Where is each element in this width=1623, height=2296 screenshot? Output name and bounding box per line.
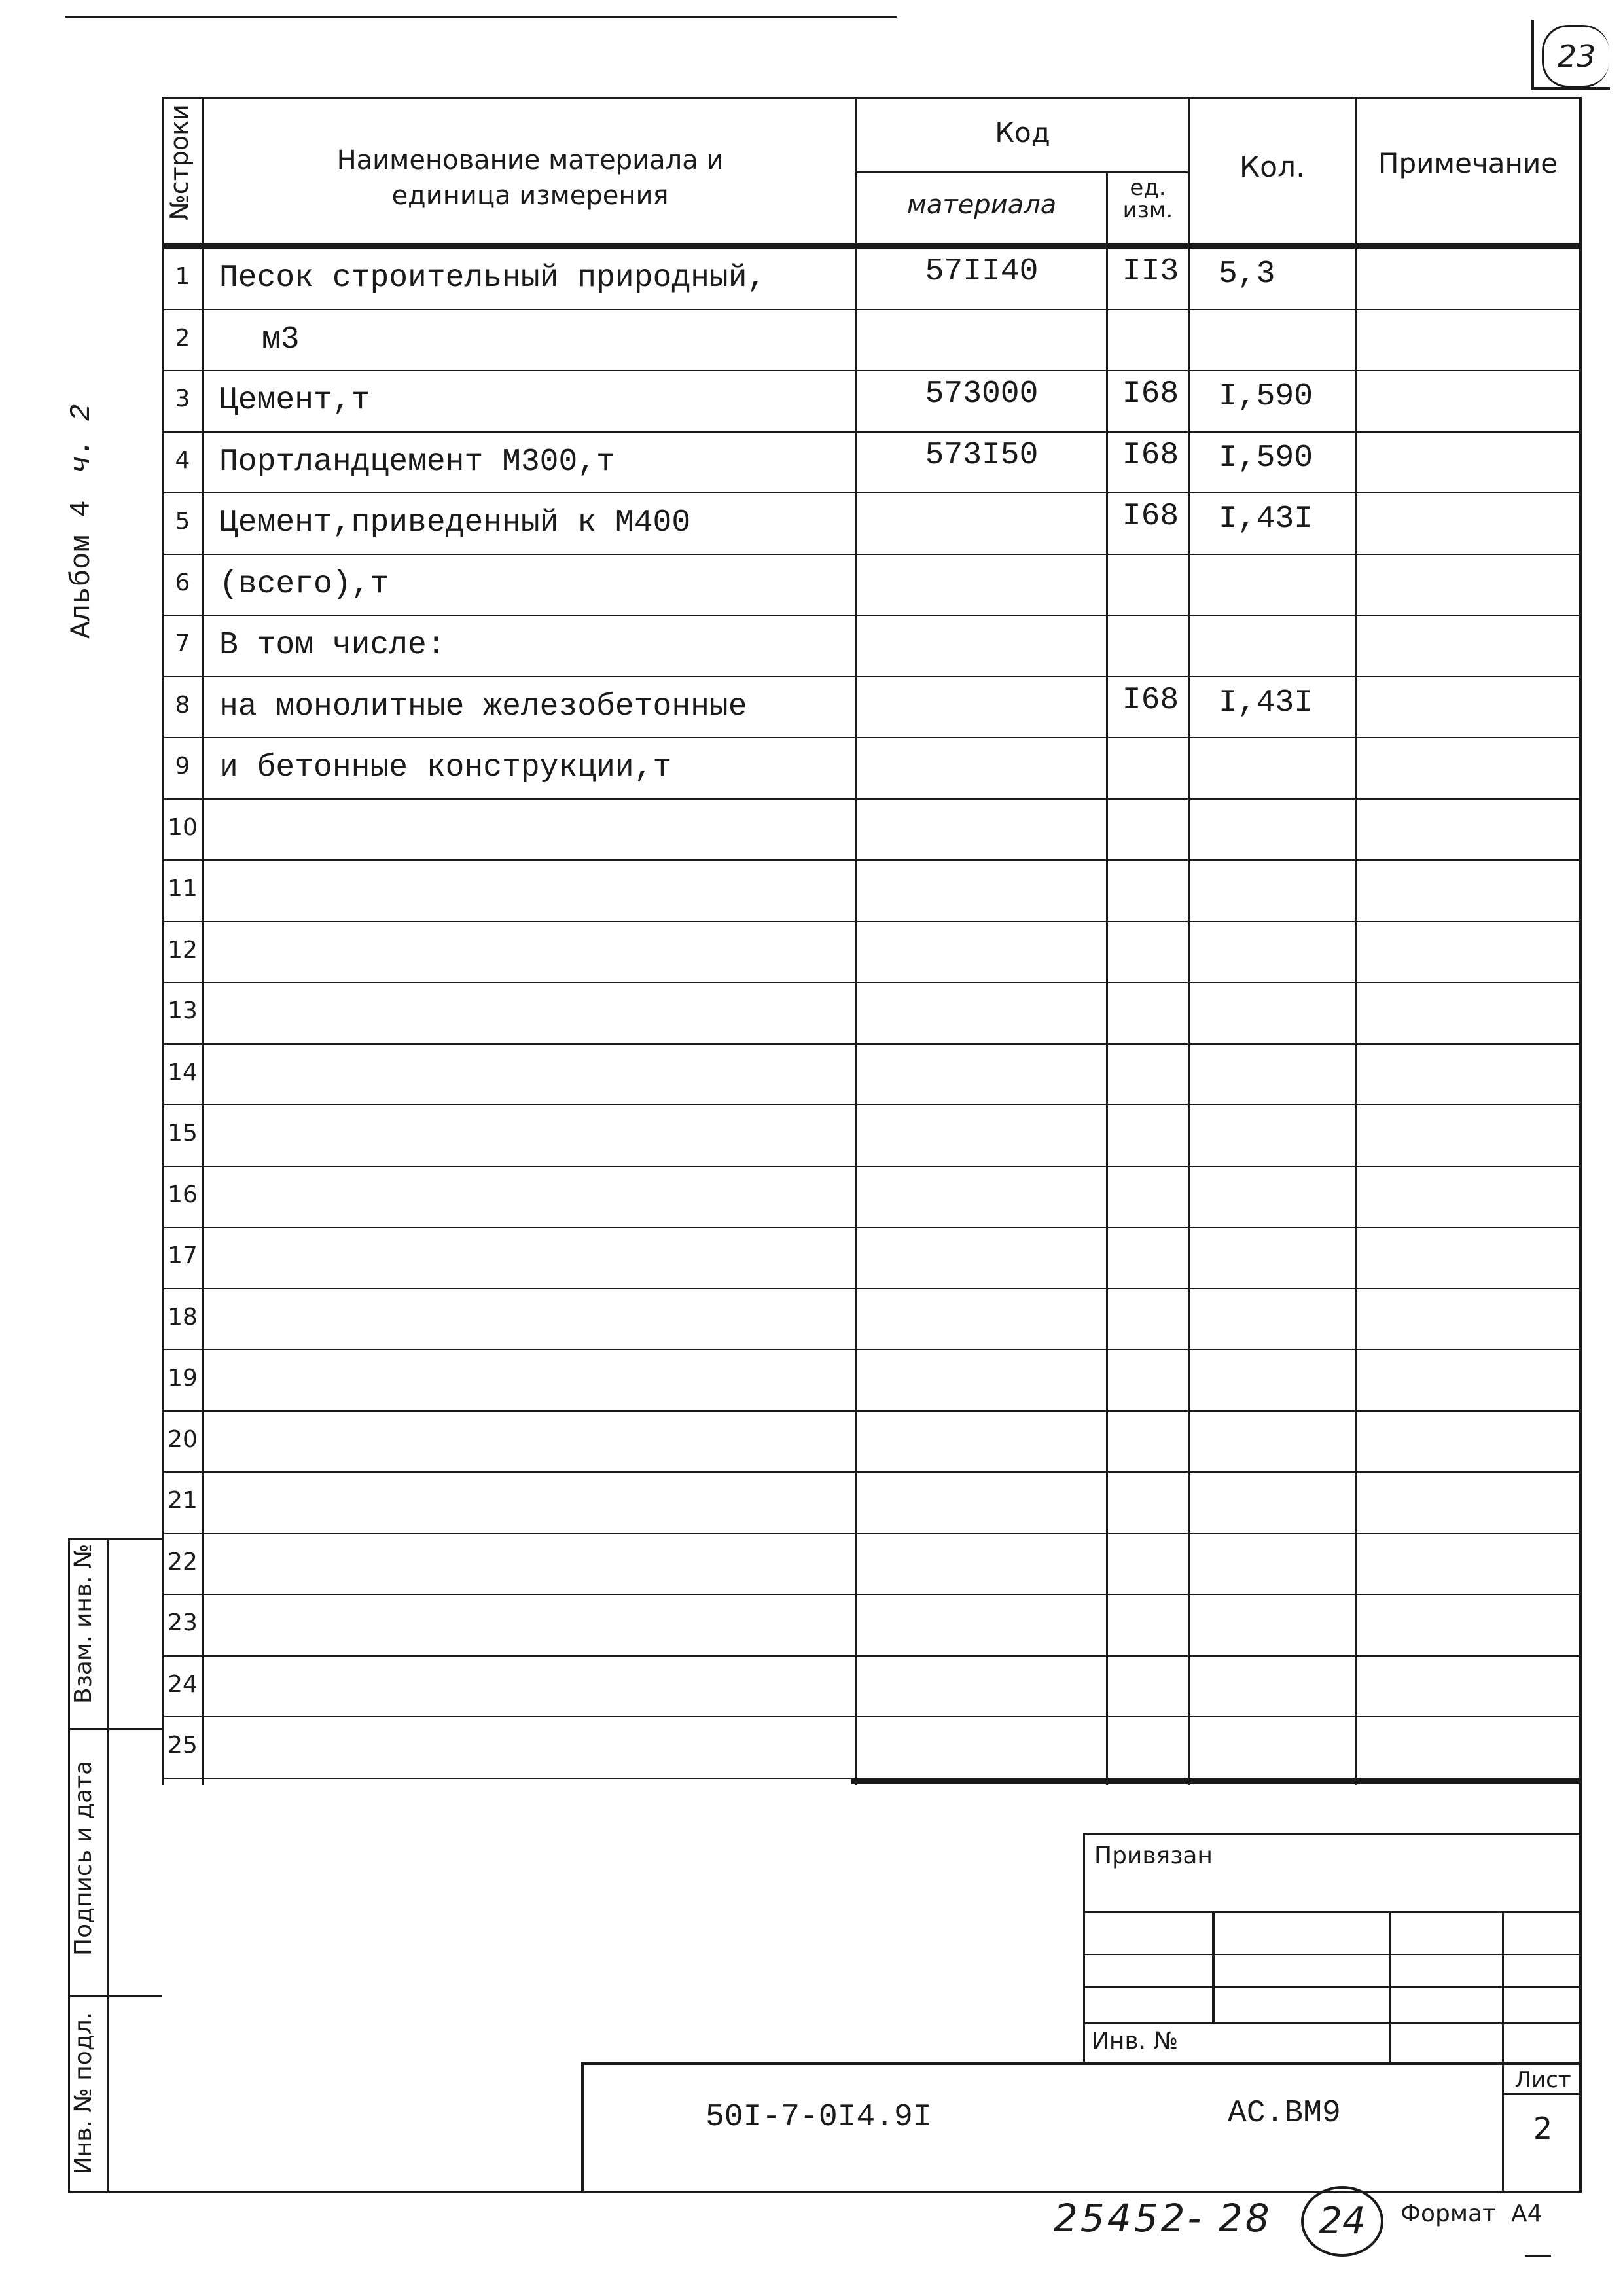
circled-number: 24 <box>1301 2186 1383 2257</box>
row-number: 24 <box>168 1670 198 1698</box>
row-number: 5 <box>175 508 190 535</box>
row-number: 22 <box>168 1548 198 1575</box>
header-name: Наименование материала и единица измерения <box>336 145 724 211</box>
material-code: 57II40 <box>925 254 1039 289</box>
quantity: I,43I <box>1219 501 1313 537</box>
quantity: I,590 <box>1219 440 1313 476</box>
row-number: 13 <box>168 997 198 1024</box>
sheet-mark: 23 <box>1542 25 1609 88</box>
row-number: 15 <box>168 1120 198 1147</box>
material-name: Песок строительный природный, <box>219 260 766 296</box>
doc-code: 50I-7-0I4.9I <box>705 2100 932 2135</box>
material-name: Цемент,т <box>219 383 370 418</box>
header-note: Примечание <box>1378 147 1558 179</box>
row-number: 2 <box>175 324 190 351</box>
part-label: ч. 2 <box>65 404 98 473</box>
format-label: Формат А4 <box>1400 2200 1543 2227</box>
stamp-podpis: Подпись и дата <box>70 1760 97 1956</box>
row-number: 9 <box>175 753 190 780</box>
quantity: 5,3 <box>1219 257 1275 292</box>
unit-code: I68 <box>1122 437 1179 473</box>
row-number: 18 <box>168 1303 198 1331</box>
row-number: 14 <box>168 1058 198 1086</box>
row-number: 17 <box>168 1242 198 1269</box>
row-number: 20 <box>168 1426 198 1453</box>
material-name: на монолитные железобетонные <box>219 689 747 725</box>
unit-code: I68 <box>1122 682 1179 718</box>
material-name: В том числе: <box>219 628 446 663</box>
header-code-unit: ед. изм. <box>1122 175 1173 223</box>
doc-mark: АС.ВМ9 <box>1228 2096 1341 2131</box>
material-code: 573I50 <box>925 437 1039 473</box>
quantity: I,43I <box>1219 685 1313 721</box>
header-code: Код <box>995 117 1050 149</box>
header-row-no: №строки <box>165 104 194 221</box>
material-code: 573000 <box>925 376 1039 412</box>
stamp-inv-podl: Инв. № подл. <box>70 2011 97 2175</box>
row-number: 19 <box>168 1365 198 1391</box>
row-number: 23 <box>168 1609 198 1636</box>
material-name: и бетонные конструкции,т <box>219 750 672 785</box>
privyazan-label: Привязан <box>1094 1842 1213 1869</box>
stamp-vzam: Взам. инв. № <box>70 1543 97 1704</box>
unit-code: I68 <box>1122 499 1179 534</box>
header-code-material: материала <box>906 190 1057 220</box>
inv-no-label: Инв. № <box>1092 2028 1179 2054</box>
header-qty: Кол. <box>1239 151 1306 184</box>
row-number: 10 <box>168 814 198 841</box>
row-number: 3 <box>175 386 190 412</box>
material-name: Портландцемент М300,т <box>219 444 615 480</box>
row-number: 1 <box>175 263 190 290</box>
row-number: 21 <box>168 1487 198 1514</box>
quantity: I,590 <box>1219 379 1313 414</box>
row-number: 25 <box>168 1732 198 1759</box>
row-number: 8 <box>175 691 190 719</box>
row-number: 7 <box>175 630 190 657</box>
handwritten-number: 25452- 28 <box>1054 2196 1272 2240</box>
unit-code: I68 <box>1122 376 1179 412</box>
material-name: Цемент,приведенный к М400 <box>219 505 691 541</box>
unit-code: II3 <box>1122 254 1179 289</box>
row-number: 6 <box>175 569 190 596</box>
row-number: 11 <box>168 875 198 902</box>
row-number: 4 <box>175 446 190 474</box>
material-name: м3 <box>262 321 300 357</box>
row-number: 12 <box>168 936 198 963</box>
row-number: 16 <box>168 1181 198 1208</box>
sheet-label: Лист <box>1514 2067 1571 2093</box>
material-name: (всего),т <box>219 566 389 602</box>
sheet-number: 2 <box>1533 2111 1553 2146</box>
album-label: Альбом 4 <box>65 500 98 639</box>
